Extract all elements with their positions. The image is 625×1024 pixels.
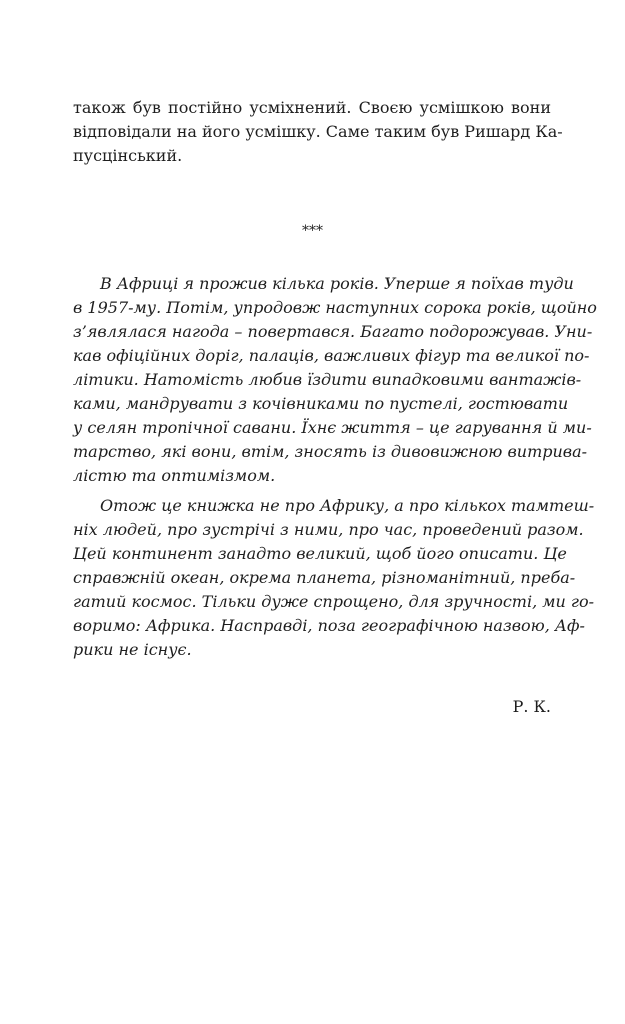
text-line: воримо: Африка. Насправді, поза географічною назвою, Аф- (73, 616, 585, 635)
text-line: гатий космос. Тільки дуже спрощено, для зручності, ми го- (73, 592, 595, 611)
text-line: ками, мандрувати з кочівниками по пустелі, гостювати (73, 394, 569, 413)
text-line: В Африці я прожив кілька років. Уперше я поїхав туди (100, 274, 574, 293)
author-signature: Р. К. (512, 697, 551, 716)
text-line: кав офіційних доріг, палаців, важливих фігур та великої по- (73, 346, 590, 365)
text-line: тарство, які вони, втім, зносять із дивовижною витрива- (73, 442, 588, 461)
text-line: у селян тропічної савани. Їхнє життя – це гарування й ми- (73, 418, 592, 437)
text-line: відповідали на його усмішку. Саме таким був Ришард Ка- (73, 122, 563, 141)
text-line: також був постійно усміхнений. Своєю усмішкою вони (73, 98, 551, 117)
text-line: Отож це книжка не про Африку, а про кількох тамтеш- (100, 496, 595, 515)
text-line: пусцінський. (73, 146, 183, 165)
section-separator: *** (302, 223, 323, 239)
text-line: рики не існує. (73, 640, 192, 659)
text-line: ніх людей, про зустрічі з ними, про час, проведений разом. (73, 520, 584, 539)
text-line: з’являлася нагода – повертався. Багато подорожував. Уни- (73, 322, 593, 341)
text-line: лістю та оптимізмом. (73, 466, 276, 485)
text-line: справжній океан, окрема планета, різноманітний, преба- (73, 568, 576, 587)
text-line: в 1957-му. Потім, упродовж наступних сорока років, щойно (73, 298, 597, 317)
text-line: Цей континент занадто великий, щоб його описати. Це (73, 544, 567, 563)
text-line: літики. Натомість любив їздити випадковими вантажів- (73, 370, 582, 389)
